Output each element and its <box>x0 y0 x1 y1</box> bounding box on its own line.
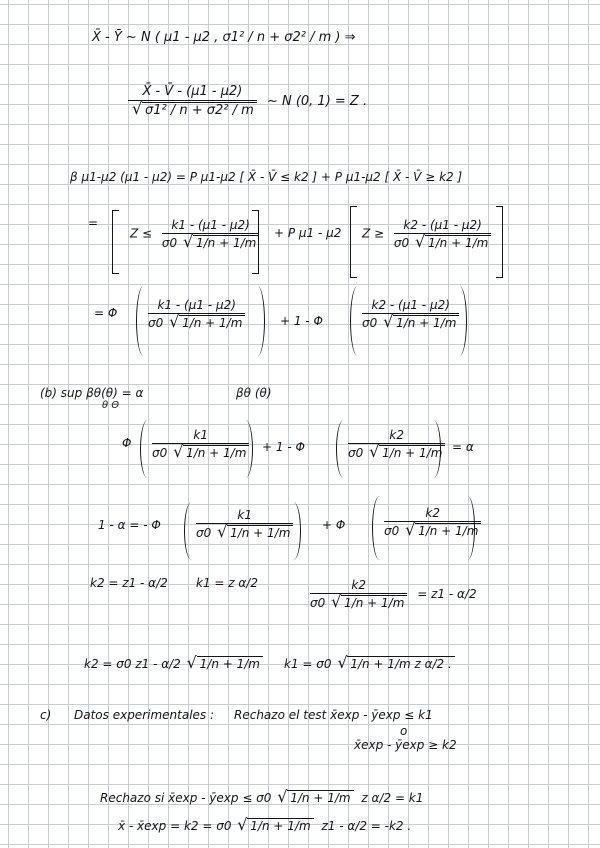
part-b-sup: (b) sup βθ(θ) = α <box>40 386 144 400</box>
reject-test <box>234 708 433 722</box>
equals-alpha <box>452 440 474 454</box>
eq-sign: = <box>88 216 99 230</box>
eq-power-z <box>88 216 98 230</box>
phi-arg-1-denominator <box>148 314 245 330</box>
numerator: k1 <box>196 508 293 524</box>
eq-one-minus-alpha <box>98 518 161 532</box>
left-bracket <box>112 210 119 274</box>
part-b-sub-text: θ Θ <box>102 400 120 411</box>
sigma0: σ0 <box>161 236 178 250</box>
radicand: √ 1/n + 1/m <box>287 790 353 805</box>
phi-arg-2-numerator: k2 - (μ1 - μ2) <box>362 298 459 314</box>
radicand: √ 1/n + 1/m <box>341 595 407 610</box>
one-minus-phi-label: + 1 - Φ <box>280 314 323 328</box>
sigma0: σ0 <box>393 236 410 250</box>
plus-phi-8-label: + Φ <box>322 518 346 532</box>
numerator: k2 <box>384 506 481 522</box>
radicand: √ 1/n + 1/m <box>193 235 259 250</box>
z-less-numerator: k1 - (μ1 - μ2) <box>162 218 259 234</box>
right-paren-8 <box>286 502 301 560</box>
radicand: √ 1/n + 1/m <box>197 656 263 671</box>
standardized-fraction <box>128 84 257 118</box>
denominator <box>310 594 407 610</box>
phi-arg-2-fraction <box>362 298 459 330</box>
radicand: √ 1/n + 1/m <box>393 315 459 330</box>
standardized-radicand: √ σ1² / n + σ2² / m <box>142 102 257 118</box>
reject-or <box>400 724 407 738</box>
part-b-power-text: βθ (θ) <box>236 386 272 400</box>
numerator: k2 <box>310 578 407 594</box>
radicand: √ 1/n + 1/m <box>183 445 249 460</box>
reject-if-tail: z α/2 = k1 <box>361 791 424 805</box>
phi7-arg-1-fraction <box>152 428 249 460</box>
sigma0: σ0 <box>148 316 164 330</box>
phi-label: = Φ <box>94 306 118 320</box>
phi8-arg-1 <box>196 508 293 540</box>
right-paren-2 <box>452 286 467 356</box>
eq-standardized <box>128 84 367 118</box>
power-def-text: β μ1-μ2 (μ1 - μ2) = P μ1-μ2 [ X̄ - V̄ ≤ k2 ] + P μ1-μ2 [ X̄ - V̄ ≥ k2 ] <box>70 170 463 184</box>
standardized-numerator: X̄ - V̄ - (μ1 - μ2) <box>128 84 257 101</box>
z-less-denominator <box>162 234 259 250</box>
sigma0: σ0 <box>348 446 364 460</box>
sigma0: σ0 <box>362 316 378 330</box>
z-greater-label: Z ≥ <box>362 226 385 241</box>
plus-phi-8 <box>322 518 345 532</box>
radicand: √ 1/n + 1/m <box>179 315 245 330</box>
final-eq <box>118 818 411 833</box>
one-minus-alpha-label: 1 - α = - Φ <box>98 518 161 532</box>
part-b-power <box>236 386 272 400</box>
experimental-data <box>74 708 214 722</box>
eq-k1-z <box>196 576 258 590</box>
phi8-arg-1-fraction <box>196 508 293 540</box>
standardized-tail: ~ N (0, 1) = Z . <box>266 93 368 109</box>
z-greater-denominator <box>394 234 491 250</box>
k1-solved-text: k1 = σ0 <box>284 657 332 671</box>
plus-p-label: + P μ1 - μ2 <box>274 226 342 240</box>
part-b-sub <box>102 400 119 411</box>
experimental-data-text: Datos experimentales : <box>74 708 215 722</box>
right-paren-8b <box>460 496 475 560</box>
sigma0: σ0 <box>384 524 400 538</box>
eq-k2-z <box>90 576 168 590</box>
eq-k2-frac <box>310 578 477 610</box>
reject-if-text: Rechazo si x̄exp - ȳexp ≤ σ0 <box>100 791 272 805</box>
denominator <box>196 524 293 540</box>
z-greater-term <box>362 218 491 250</box>
z-greater-fraction <box>394 218 491 250</box>
right-paren-7 <box>238 420 253 478</box>
k2-frac-tail: = z1 - α/2 <box>417 586 477 601</box>
one-minus-phi-7-label: + 1 - Φ <box>262 440 305 454</box>
phi-label-7: Φ <box>122 436 132 450</box>
phi7-arg-1 <box>152 428 249 460</box>
denominator <box>152 444 249 460</box>
reject-test-2 <box>354 738 457 752</box>
reject-test-2-text: x̄exp - ȳexp ≥ k2 <box>354 738 457 752</box>
k2-solved-text: k2 = σ0 z1 - α/2 <box>84 657 181 671</box>
k1-z-text: k1 = z α/2 <box>196 576 258 590</box>
eq-k2-solved <box>84 656 263 671</box>
left-bracket-2 <box>350 206 357 278</box>
k2-z-text: k2 = z1 - α/2 <box>90 576 168 590</box>
radicand: √ 1/n + 1/m <box>227 525 293 540</box>
z-less-term <box>130 218 259 250</box>
phi-arg-1-fraction <box>148 298 245 330</box>
z-less-fraction <box>162 218 259 250</box>
phi-arg-2-denominator <box>362 314 459 330</box>
radicand: √ 1/n + 1/m <box>425 235 491 250</box>
sigma0: σ0 <box>310 596 326 610</box>
radicand: √ 1/n + 1/m z α/2 . <box>347 656 454 671</box>
eq-distribution <box>92 30 355 45</box>
sigma0: σ0 <box>196 526 212 540</box>
plus-p <box>274 226 341 240</box>
part-c-label <box>40 708 51 722</box>
phi-arg-2 <box>362 298 459 330</box>
numerator: k2 <box>348 428 445 444</box>
eq-alpha-sum <box>122 436 131 450</box>
z-greater-numerator: k2 - (μ1 - μ2) <box>394 218 491 234</box>
reject-if <box>100 790 423 805</box>
final-eq-text: x̄ - x̄exp = k2 = σ0 <box>118 819 232 833</box>
eq-k1-solved <box>284 656 455 671</box>
standardized-denominator <box>128 101 257 118</box>
eq-phi-form <box>94 306 117 320</box>
radicand: √ 1/n + 1/m <box>415 523 481 538</box>
one-minus-phi-7 <box>262 440 305 454</box>
right-bracket-2 <box>496 206 503 278</box>
numerator: k1 <box>152 428 249 444</box>
part-b-heading <box>40 386 143 400</box>
one-minus-phi <box>280 314 323 328</box>
right-bracket <box>252 210 259 274</box>
right-paren <box>250 286 265 356</box>
reject-or-text: o <box>400 724 408 738</box>
reject-test-text: Rechazo el test x̄exp - ȳexp ≤ k1 <box>234 708 433 722</box>
phi-arg-1 <box>148 298 245 330</box>
phi-arg-1-numerator: k1 - (μ1 - μ2) <box>148 298 245 314</box>
equals-alpha-text: = α <box>452 440 474 454</box>
eq-distribution-text: X̄ - Ȳ ~ N ( μ1 - μ2 , σ1² / n + σ2² / m ) ⇒ <box>92 30 356 45</box>
radicand: √ 1/n + 1/m <box>247 818 313 833</box>
k2-fraction <box>310 578 407 610</box>
eq-power-def <box>70 170 462 184</box>
sigma0: σ0 <box>152 446 168 460</box>
right-paren-7b <box>426 420 441 478</box>
z-less-label: Z ≤ <box>130 226 153 241</box>
final-eq-tail: z1 - α/2 = -k2 . <box>321 819 412 833</box>
radicand: √ 1/n + 1/m <box>379 445 445 460</box>
part-c-letter: c) <box>40 708 52 722</box>
